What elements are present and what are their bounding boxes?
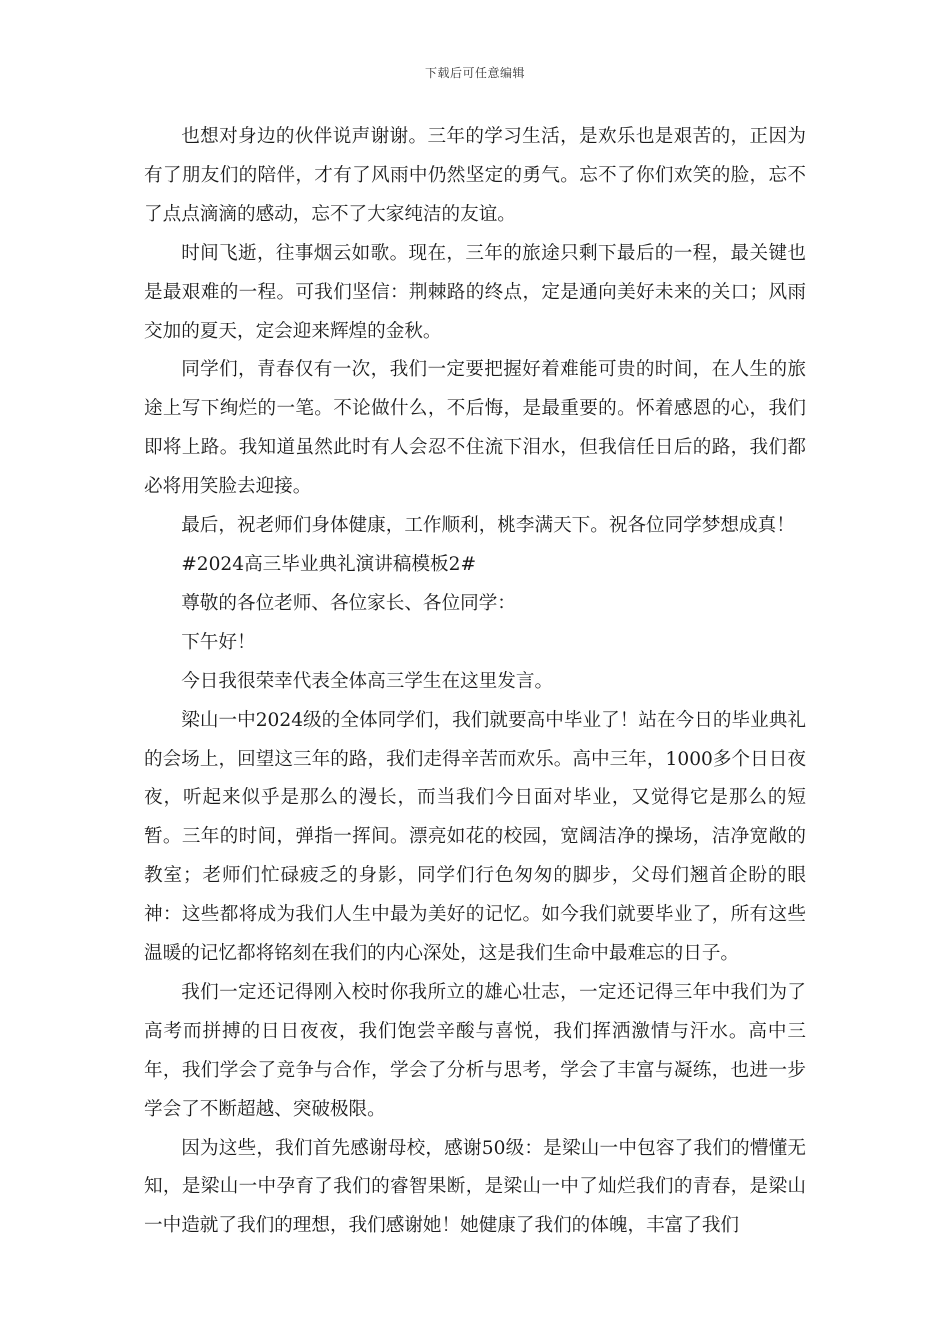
paragraph-gratitude-school: 因为这些，我们首先感谢母校，感谢50级：是梁山一中包容了我们的懵懂无知，是梁山一中孕育了我们的睿智果断，是梁山一中了灿烂我们的青春，是梁山一中造就了我们的理想，我们感谢她！她健康了我们的体魄，丰富了我们 <box>144 1137 806 1237</box>
paragraph-thanks-companions: 也想对身边的伙伴说声谢谢。三年的学习生活，是欢乐也是艰苦的，正因为有了朋友们的陪伴，才有了风雨中仍然坚定的勇气。忘不了你们欢笑的脸，忘不了点点滴滴的感动，忘不了大家纯洁的友谊。 <box>144 126 806 225</box>
page-header: 下载后可任意编辑 <box>424 66 525 80</box>
section-title: #2024高三毕业典礼演讲稿模板2# <box>181 553 477 575</box>
paragraph-closing-wishes: 最后，祝老师们身体健康，工作顺利，桃李满天下。祝各位同学梦想成真！ <box>181 515 795 537</box>
paragraph-time-flies: 时间飞逝，往事烟云如歌。现在，三年的旅途只剩下最后的一程，最关键也是最艰难的一程。可我们坚信：荆棘路的终点，定是通向美好未来的关口；风雨交加的夏天，定会迎来辉煌的金秋。 <box>144 242 806 342</box>
paragraph-graduation: 梁山一中2024级的全体同学们，我们就要高中毕业了！站在今日的毕业典礼的会场上，回望这三年的路，我们走得辛苦而欢乐。高中三年，1000多个日日夜夜，听起来似乎是那么的漫长，而当我们今日面对毕业，又觉得它是那么的短暂。三年的时间，弹指一挥间。漂亮如花的校园，宽阔洁净的操场，洁净宽敞的教室；老师们忙碌疲乏的身影，同学们行色匆匆的脚步，父母们翘首企盼的眼神：这些都将成为我们人生中最为美好的记忆。如今我们就要毕业了，所有这些温暖的记忆都将铭刻在我们的内心深处，这是我们生命中最难忘的日子。 <box>144 709 806 965</box>
greeting: 下午好！ <box>181 631 256 653</box>
paragraph-youth-once: 同学们，青春仅有一次，我们一定要把握好着难能可贵的时间，在人生的旅途上写下绚烂的一笔。不论做什么，不后悔，是最重要的。怀着感恩的心，我们即将上路。我知道虽然此时有人会忍不住流下泪水，但我信任日后的路，我们都必将用笑脸去迎接。 <box>144 359 806 498</box>
document-body <box>144 118 806 1246</box>
salutation: 尊敬的各位老师、各位家长、各位同学： <box>181 592 516 614</box>
paragraph-memories: 我们一定还记得刚入校时你我所立的雄心壮志，一定还记得三年中我们为了高考而拼搏的日日夜夜，我们饱尝辛酸与喜悦，我们挥洒激情与汗水。高中三年，我们学会了竞争与合作，学会了分析与思考，学会了丰富与凝练，也进一步学会了不断超越、突破极限。 <box>144 981 806 1120</box>
paragraph-introduction: 今日我很荣幸代表全体高三学生在这里发言。 <box>181 670 554 692</box>
